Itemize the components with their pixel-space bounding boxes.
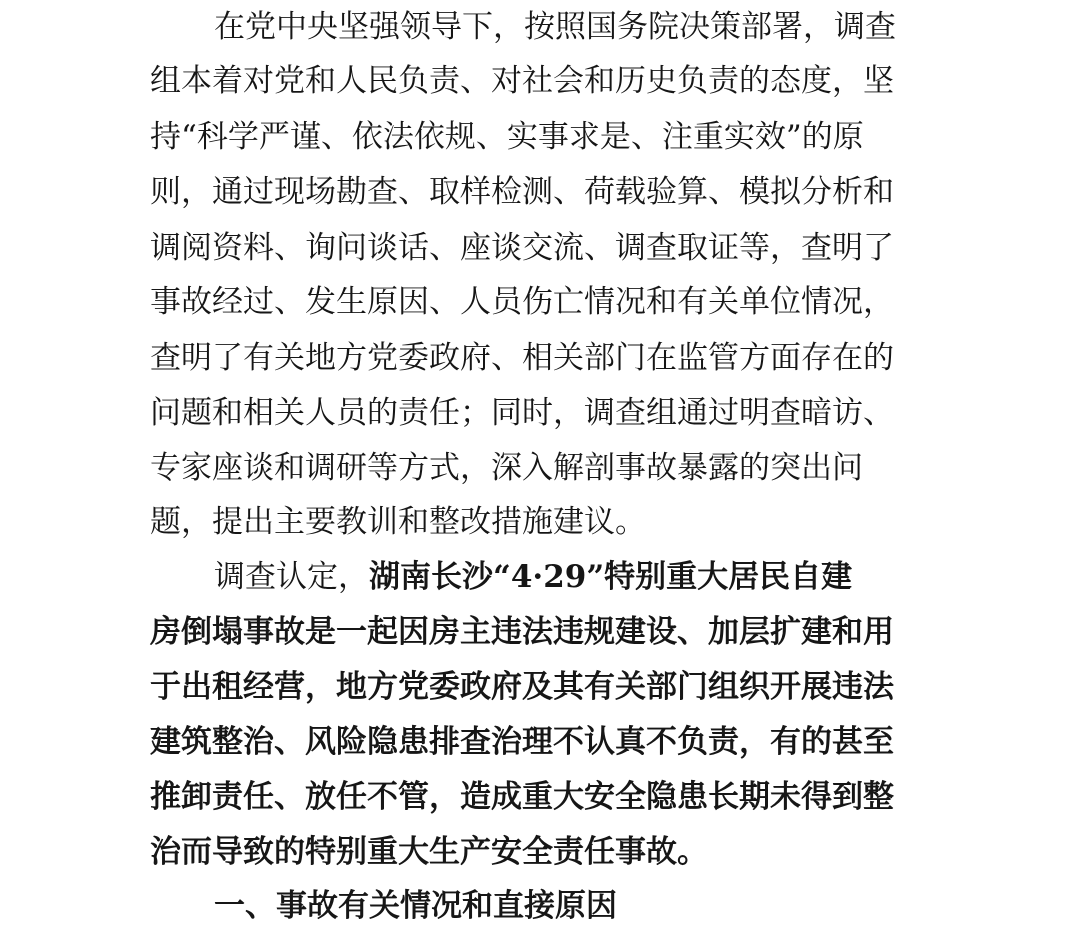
paragraph-2-line-4: 建筑整治、风险隐患排查治理不认真不负责，有的甚至 — [150, 724, 894, 760]
paragraph-2-line-2: 房倒塌事故是一起因房主违法违规建设、加层扩建和用 — [150, 614, 894, 650]
section-heading: 一、事故有关情况和直接原因 — [214, 888, 617, 924]
paragraph-1-line-8: 问题和相关人员的责任；同时，调查组通过明查暗访、 — [150, 395, 894, 431]
paragraph-1-line-3: 持“科学严谨、依法依规、实事求是、注重实效”的原 — [150, 119, 864, 155]
paragraph-1-line-10: 题，提出主要教训和整改措施建议。 — [150, 504, 646, 540]
paragraph-1-line-9: 专家座谈和调研等方式，深入解剖事故暴露的突出问 — [150, 450, 863, 486]
paragraph-1-line-7: 查明了有关地方党委政府、相关部门在监管方面存在的 — [150, 340, 894, 376]
paragraph-1-line-4: 则，通过现场勘查、取样检测、荷载验算、模拟分析和 — [150, 174, 894, 210]
paragraph-1-line-1: 在党中央坚强领导下，按照国务院决策部署，调查 — [214, 9, 896, 45]
paragraph-2-line-1 — [214, 557, 1014, 597]
paragraph-1-line-2: 组本着对党和人民负责、对社会和历史负责的态度，坚 — [150, 63, 894, 99]
paragraph-2-line-3: 于出租经营，地方党委政府及其有关部门组织开展违法 — [150, 669, 894, 705]
paragraph-2-line-6: 治而导致的特别重大生产安全责任事故。 — [150, 834, 708, 870]
paragraph-2-lead-text: 调查认定， — [214, 559, 369, 595]
paragraph-2-line-5: 推卸责任、放任不管，造成重大安全隐患长期未得到整 — [150, 779, 894, 815]
paragraph-1-line-6: 事故经过、发生原因、人员伤亡情况和有关单位情况， — [150, 284, 894, 320]
paragraph-2-bold-start: 湖南长沙“4·29”特别重大居民自建 — [369, 559, 853, 595]
paragraph-1-line-5: 调阅资料、询问谈话、座谈交流、调查取证等，查明了 — [150, 230, 894, 266]
